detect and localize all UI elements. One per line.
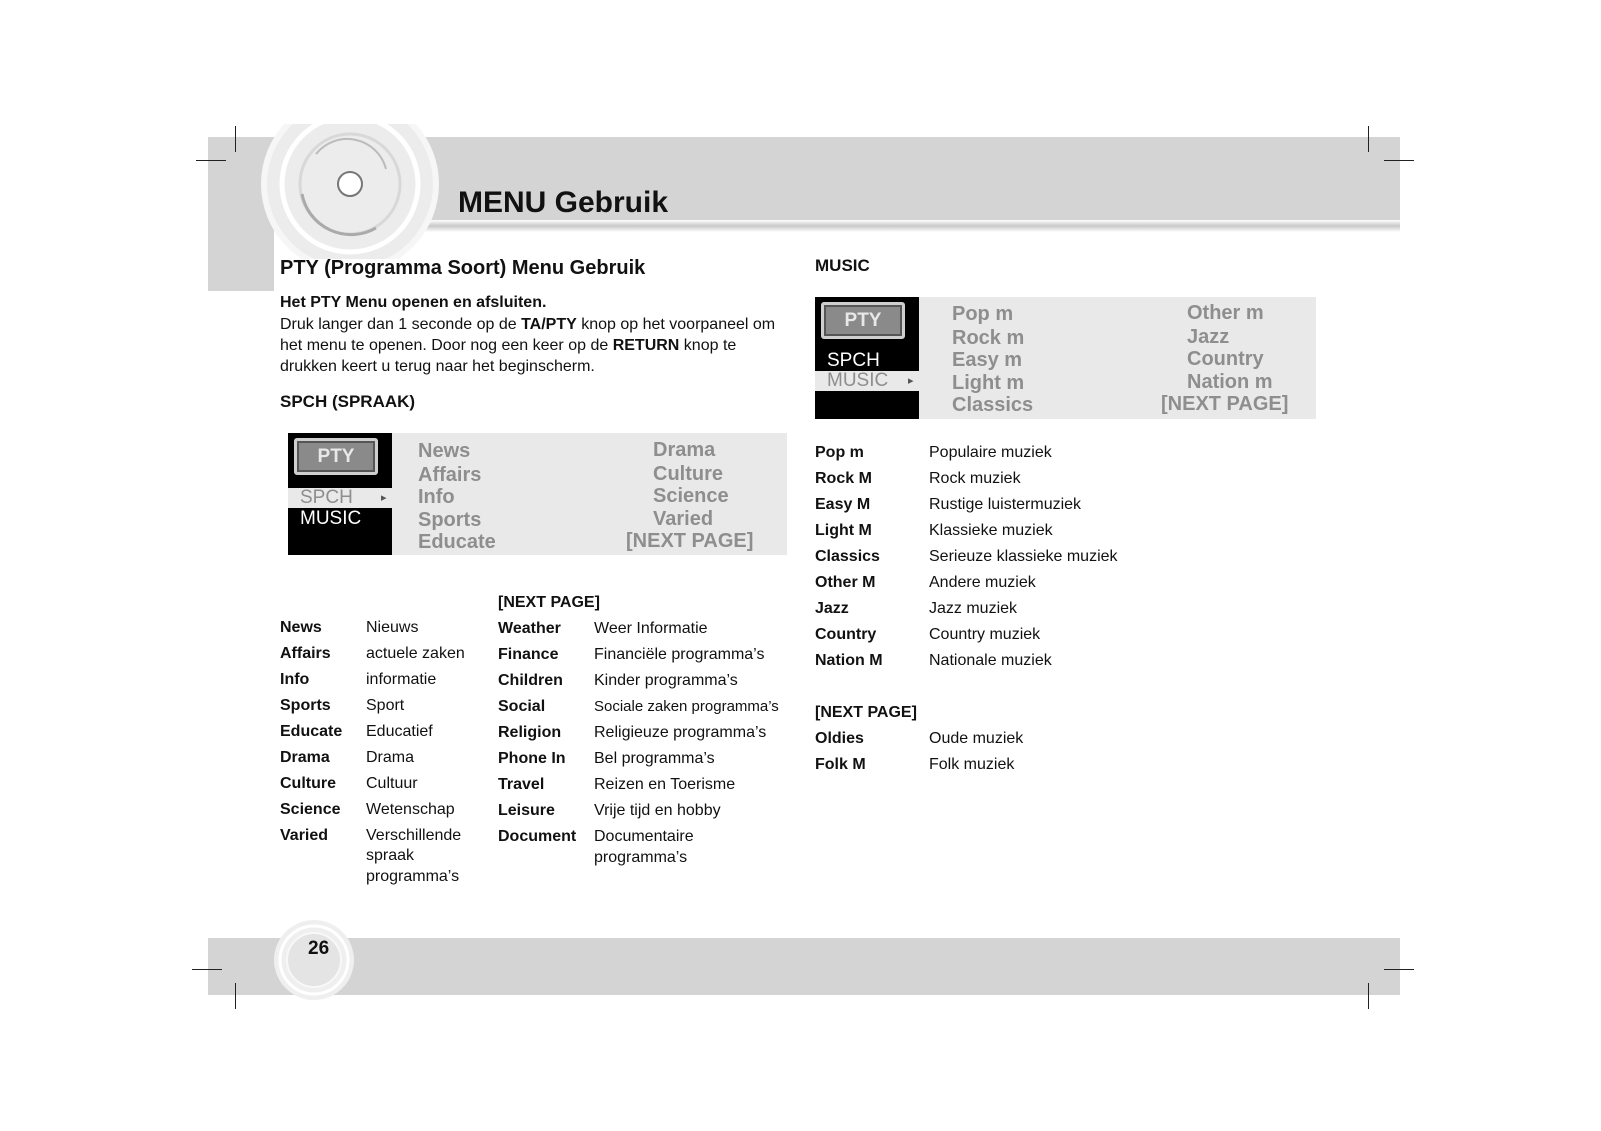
intro-text: knop op het voorpaneel om het menu te openen. Door nog een keer op de	[280, 316, 776, 354]
glossary-def: actuele zaken	[366, 645, 465, 662]
option: Classics	[952, 394, 1034, 416]
option: Country	[1187, 348, 1264, 370]
glossary-def: Rock muziek	[929, 470, 1021, 487]
option: [NEXT PAGE]	[626, 530, 754, 552]
glossary-def: Cultuur	[366, 775, 418, 792]
glossary-def: programma’s	[594, 849, 688, 866]
glossary-term: Classics	[815, 548, 880, 565]
footer-band	[208, 938, 1400, 995]
glossary-term: Document	[498, 828, 577, 845]
crop-mark	[196, 160, 226, 161]
glossary-def: Wetenschap	[366, 801, 455, 818]
glossary-term: Nation M	[815, 652, 883, 669]
glossary-def: Kinder programma’s	[594, 672, 738, 689]
option: Sports	[418, 509, 482, 531]
glossary-term: Affairs	[280, 645, 331, 662]
glossary-def: Serieuze klassieke muziek	[929, 548, 1118, 565]
glossary-term: News	[280, 619, 322, 636]
crop-mark	[192, 969, 222, 970]
glossary-term: Finance	[498, 646, 559, 663]
glossary-def: Jazz muziek	[929, 600, 1018, 617]
option: Culture	[653, 463, 723, 485]
glossary-term: Oldies	[815, 730, 864, 747]
glossary-def: Drama	[366, 749, 415, 766]
key-tapty: TA/PTY	[521, 316, 577, 333]
crop-mark	[235, 126, 236, 152]
glossary-def: programma’s	[366, 868, 460, 885]
side-item-spch: SPCH	[827, 350, 880, 371]
intro-paragraph	[280, 314, 794, 377]
option: Pop m	[952, 303, 1014, 325]
glossary-def: Nationale muziek	[929, 652, 1052, 669]
glossary-term: Culture	[280, 775, 336, 792]
crop-mark	[1368, 126, 1369, 152]
glossary-term: Pop m	[815, 444, 864, 461]
glossary-def: Vrije tijd en hobby	[594, 802, 721, 819]
crop-mark	[1384, 160, 1414, 161]
glossary-def: Weer Informatie	[594, 620, 708, 637]
glossary-term: Leisure	[498, 802, 555, 819]
selection-arrow-icon: ▸	[381, 492, 387, 504]
glossary-def: Folk muziek	[929, 756, 1015, 773]
option: Affairs	[418, 464, 482, 486]
pty-badge: PTY	[821, 302, 905, 339]
glossary-def: informatie	[366, 671, 437, 688]
glossary-term: Religion	[498, 724, 562, 741]
glossary-def: Financiële programma’s	[594, 646, 765, 663]
glossary-term: Children	[498, 672, 563, 689]
option: Science	[653, 485, 729, 507]
subheading: Het PTY Menu openen en afsluiten.	[280, 294, 547, 311]
option: Educate	[418, 531, 496, 553]
option: Light m	[952, 372, 1025, 394]
glossary-def: spraak	[366, 847, 415, 864]
glossary-def: Sport	[366, 697, 405, 714]
key-return: RETURN	[612, 337, 680, 354]
option: Rock m	[952, 327, 1025, 349]
option: News	[418, 440, 471, 462]
glossary-term: Varied	[280, 827, 329, 844]
glossary-def: Sociale zaken programma’s	[594, 698, 779, 715]
selection-arrow-icon: ▸	[908, 375, 914, 387]
page-number: 26	[308, 938, 330, 959]
glossary-term: Jazz	[815, 600, 849, 617]
option: Varied	[653, 508, 714, 530]
glossary-term: Travel	[498, 776, 545, 793]
page-title: MENU Gebruik	[458, 186, 669, 219]
glossary-def: Klassieke muziek	[929, 522, 1053, 539]
glossary-term: Rock M	[815, 470, 872, 487]
glossary-term: Folk M	[815, 756, 866, 773]
glossary-term: Educate	[280, 723, 343, 740]
glossary-def: Oude muziek	[929, 730, 1024, 747]
option: Nation m	[1187, 371, 1273, 393]
side-item-music: MUSIC	[827, 370, 889, 391]
option: Jazz	[1187, 326, 1230, 348]
side-item-spch: SPCH	[300, 487, 353, 508]
glossary-def: Nieuws	[366, 619, 419, 636]
pty-display-spch	[288, 433, 787, 555]
crop-mark	[1384, 969, 1414, 970]
glossary-def: Rustige luistermuziek	[929, 496, 1082, 513]
glossary-def: Populaire muziek	[929, 444, 1052, 461]
glossary-def: Country muziek	[929, 626, 1041, 643]
glossary-term: Sports	[280, 697, 331, 714]
crop-mark	[1368, 983, 1369, 1009]
section-heading: PTY (Programma Soort) Menu Gebruik	[280, 257, 646, 279]
spch-heading: SPCH (SPRAAK)	[280, 392, 416, 411]
option: Drama	[653, 439, 716, 461]
music-heading: MUSIC	[815, 256, 870, 275]
glossary-term: Info	[280, 671, 310, 688]
glossary-def: Documentaire	[594, 828, 694, 845]
glossary-term: Other M	[815, 574, 876, 591]
page-disc-icon	[272, 918, 356, 1002]
glossary-term: Country	[815, 626, 877, 643]
intro-text: Druk langer dan 1 seconde op de	[280, 316, 522, 333]
glossary-term: Science	[280, 801, 341, 818]
glossary-heading: [NEXT PAGE]	[498, 594, 600, 611]
intro-text: knop te drukken keert u terug naar het beginscherm.	[280, 337, 737, 375]
option: Info	[418, 486, 455, 508]
glossary-term: Phone In	[498, 750, 566, 767]
glossary-def: Educatief	[366, 723, 433, 740]
glossary-term: Drama	[280, 749, 330, 766]
glossary-def: Reizen en Toerisme	[594, 776, 736, 793]
pty-display-music	[815, 297, 1316, 419]
option: Easy m	[952, 349, 1023, 371]
option: Other m	[1187, 302, 1264, 324]
glossary-def: Religieuze programma’s	[594, 724, 767, 741]
pty-badge: PTY	[294, 438, 378, 475]
side-item-music: MUSIC	[300, 508, 362, 529]
glossary-term: Social	[498, 698, 546, 715]
option: [NEXT PAGE]	[1161, 393, 1289, 415]
glossary-term: Weather	[498, 620, 561, 637]
glossary-heading: [NEXT PAGE]	[815, 704, 917, 721]
glossary-term: Easy M	[815, 496, 871, 513]
glossary-def: Verschillende	[366, 827, 462, 844]
glossary-def: Bel programma’s	[594, 750, 715, 767]
glossary-def: Andere muziek	[929, 574, 1036, 591]
crop-mark	[235, 983, 236, 1009]
glossary-term: Light M	[815, 522, 872, 539]
disc-icon	[256, 124, 446, 259]
